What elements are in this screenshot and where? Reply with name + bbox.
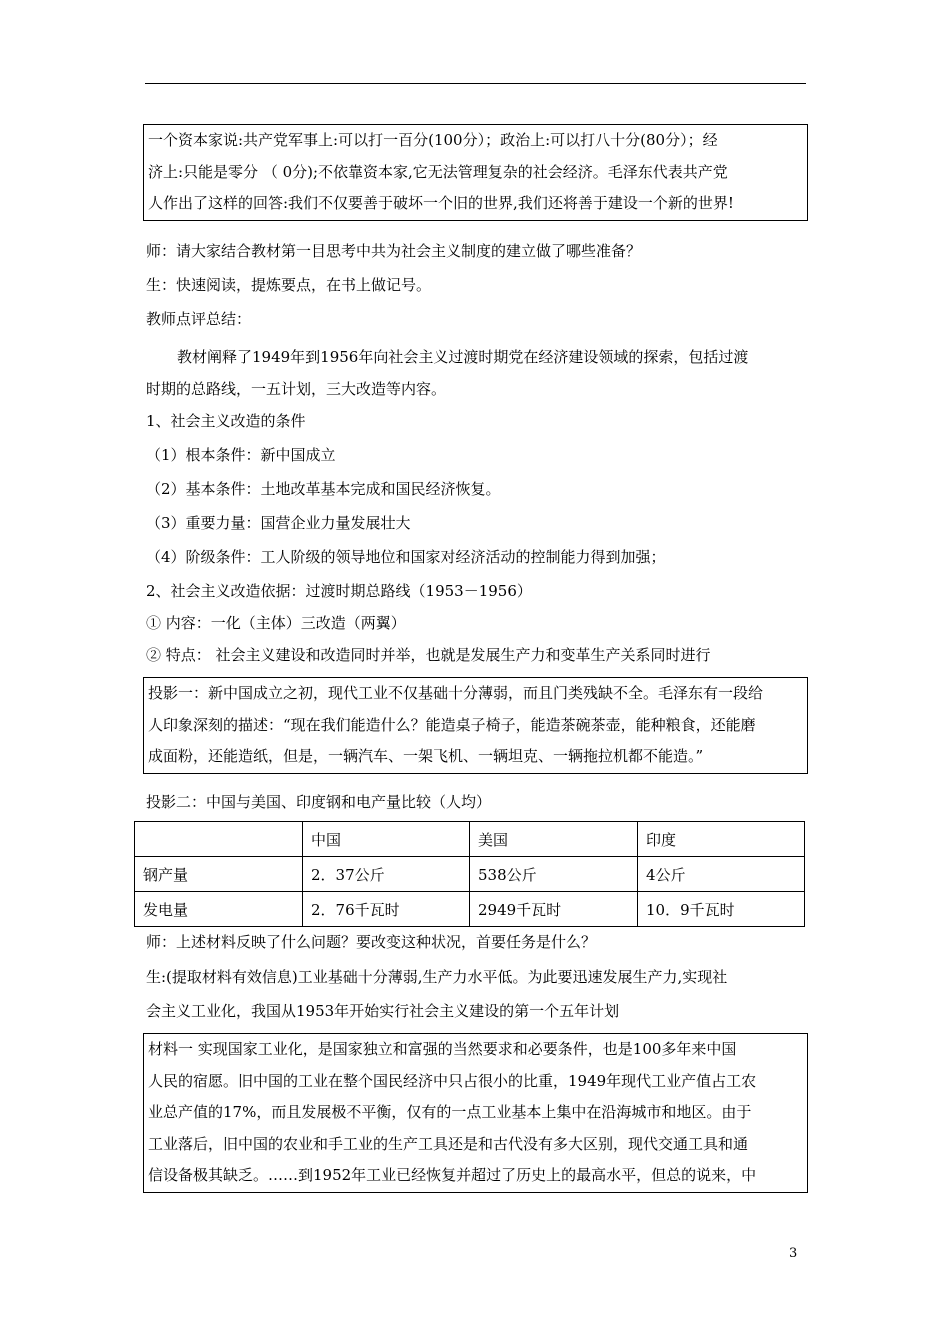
table-header-row <box>135 822 805 857</box>
student-answer-line: 生:(提取材料有效信息)工业基础十分薄弱,生产力水平低。为此要迅速发展生产力,实现社 <box>146 968 728 986</box>
box-line: 一个资本家说:共产党军事上:可以打一百分(100分）；政治上:可以打八十分(80分）；经 <box>148 131 718 149</box>
student-answer: 生：快速阅读，提炼要点，在书上做记号。 <box>146 276 432 294</box>
table-header-cell <box>135 822 303 857</box>
condition-item: （2）基本条件：土地改革基本完成和国民经济恢复。 <box>146 480 501 498</box>
table-cell: 4公斤 <box>638 857 805 892</box>
heading-conditions: 1、社会主义改造的条件 <box>146 412 306 430</box>
heading-basis: 2、社会主义改造依据：过渡时期总路线（1953－1956） <box>146 582 532 600</box>
box-line: 人印象深刻的描述：“现在我们能造什么？能造桌子椅子，能造茶碗茶壶，能种粮食，还能磨 <box>148 715 756 734</box>
condition-item: （1）根本条件：新中国成立 <box>146 446 336 464</box>
box-line: 工业落后，旧中国的农业和手工业的生产工具还是和古代没有多大区别，现代交通工具和通 <box>148 1134 749 1153</box>
table-header-cell: 印度 <box>638 822 805 857</box>
table-row <box>135 857 805 892</box>
box-line: 济上:只能是零分 （ 0分);不依靠资本家,它无法管理复杂的社会经济。毛泽东代表共产党 <box>148 162 728 181</box>
box-line: 材料一 实现国家工业化，是国家独立和富强的当然要求和必要条件，也是100多年来中国 <box>148 1040 737 1058</box>
table-cell: 10．9千瓦时 <box>638 892 805 927</box>
summary-label: 教师点评总结： <box>146 310 252 328</box>
header-rule <box>145 83 806 84</box>
teacher-question: 师：请大家结合教材第一目思考中共为社会主义制度的建立做了哪些准备？ <box>146 242 642 260</box>
table-cell: 钢产量 <box>135 857 303 892</box>
comparison-table <box>134 821 805 927</box>
condition-item: （3）重要力量：国营企业力量发展壮大 <box>146 514 411 532</box>
student-answer-line: 会主义工业化，我国从1953年开始实行社会主义建设的第一个五年计划 <box>146 1002 620 1020</box>
page-number: 3 <box>789 1246 798 1261</box>
quote-box-capitalist <box>143 124 808 221</box>
summary-paragraph-line: 时期的总路线，一五计划，三大改造等内容。 <box>146 380 447 398</box>
teacher-question: 师：上述材料反映了什么问题？要改变这种状况，首要任务是什么？ <box>146 933 597 951</box>
condition-item: （4）阶级条件：工人阶级的领导地位和国家对经济活动的控制能力得到加强； <box>146 548 666 566</box>
table-header-cell: 中国 <box>303 822 470 857</box>
basis-content: ① 内容：一化（主体）三改造（两翼） <box>146 614 406 632</box>
table-caption: 投影二：中国与美国、印度钢和电产量比较（人均） <box>146 793 492 811</box>
table-cell: 2．76千瓦时 <box>303 892 470 927</box>
box-line: 成面粉，还能造纸，但是，一辆汽车、一架飞机、一辆坦克、一辆拖拉机都不能造。” <box>148 747 704 765</box>
table-row <box>135 892 805 927</box>
box-line: 人民的宿愿。旧中国的工业在整个国民经济中只占很小的比重，1949年现代工业产值占工农 <box>148 1071 757 1090</box>
table-header-cell: 美国 <box>470 822 638 857</box>
box-line: 人作出了这样的回答:我们不仅要善于破坏一个旧的世界,我们还将善于建设一个新的世界! <box>148 194 734 212</box>
table-cell: 2．37公斤 <box>303 857 470 892</box>
box-line: 投影一：新中国成立之初，现代工业不仅基础十分薄弱，而且门类残缺不全。毛泽东有一段给 <box>148 684 764 702</box>
box-line: 业总产值的17%，而且发展极不平衡，仅有的一点工业基本上集中在沿海城市和地区。由于 <box>148 1103 752 1121</box>
table-cell: 发电量 <box>135 892 303 927</box>
table-cell: 538公斤 <box>470 857 638 892</box>
basis-feature: ② 特点： 社会主义建设和改造同时并举，也就是发展生产力和变革生产关系同时进行 <box>146 646 711 664</box>
projection-one-box <box>143 677 808 774</box>
table-cell: 2949千瓦时 <box>470 892 638 927</box>
box-line: 信设备极其缺乏。……到1952年工业已经恢复并超过了历史上的最高水平，但总的说来，中 <box>148 1166 757 1184</box>
material-one-box <box>143 1033 808 1193</box>
summary-paragraph-line: 教材阐释了1949年到1956年向社会主义过渡时期党在经济建设领域的探索，包括过渡 <box>177 348 749 366</box>
